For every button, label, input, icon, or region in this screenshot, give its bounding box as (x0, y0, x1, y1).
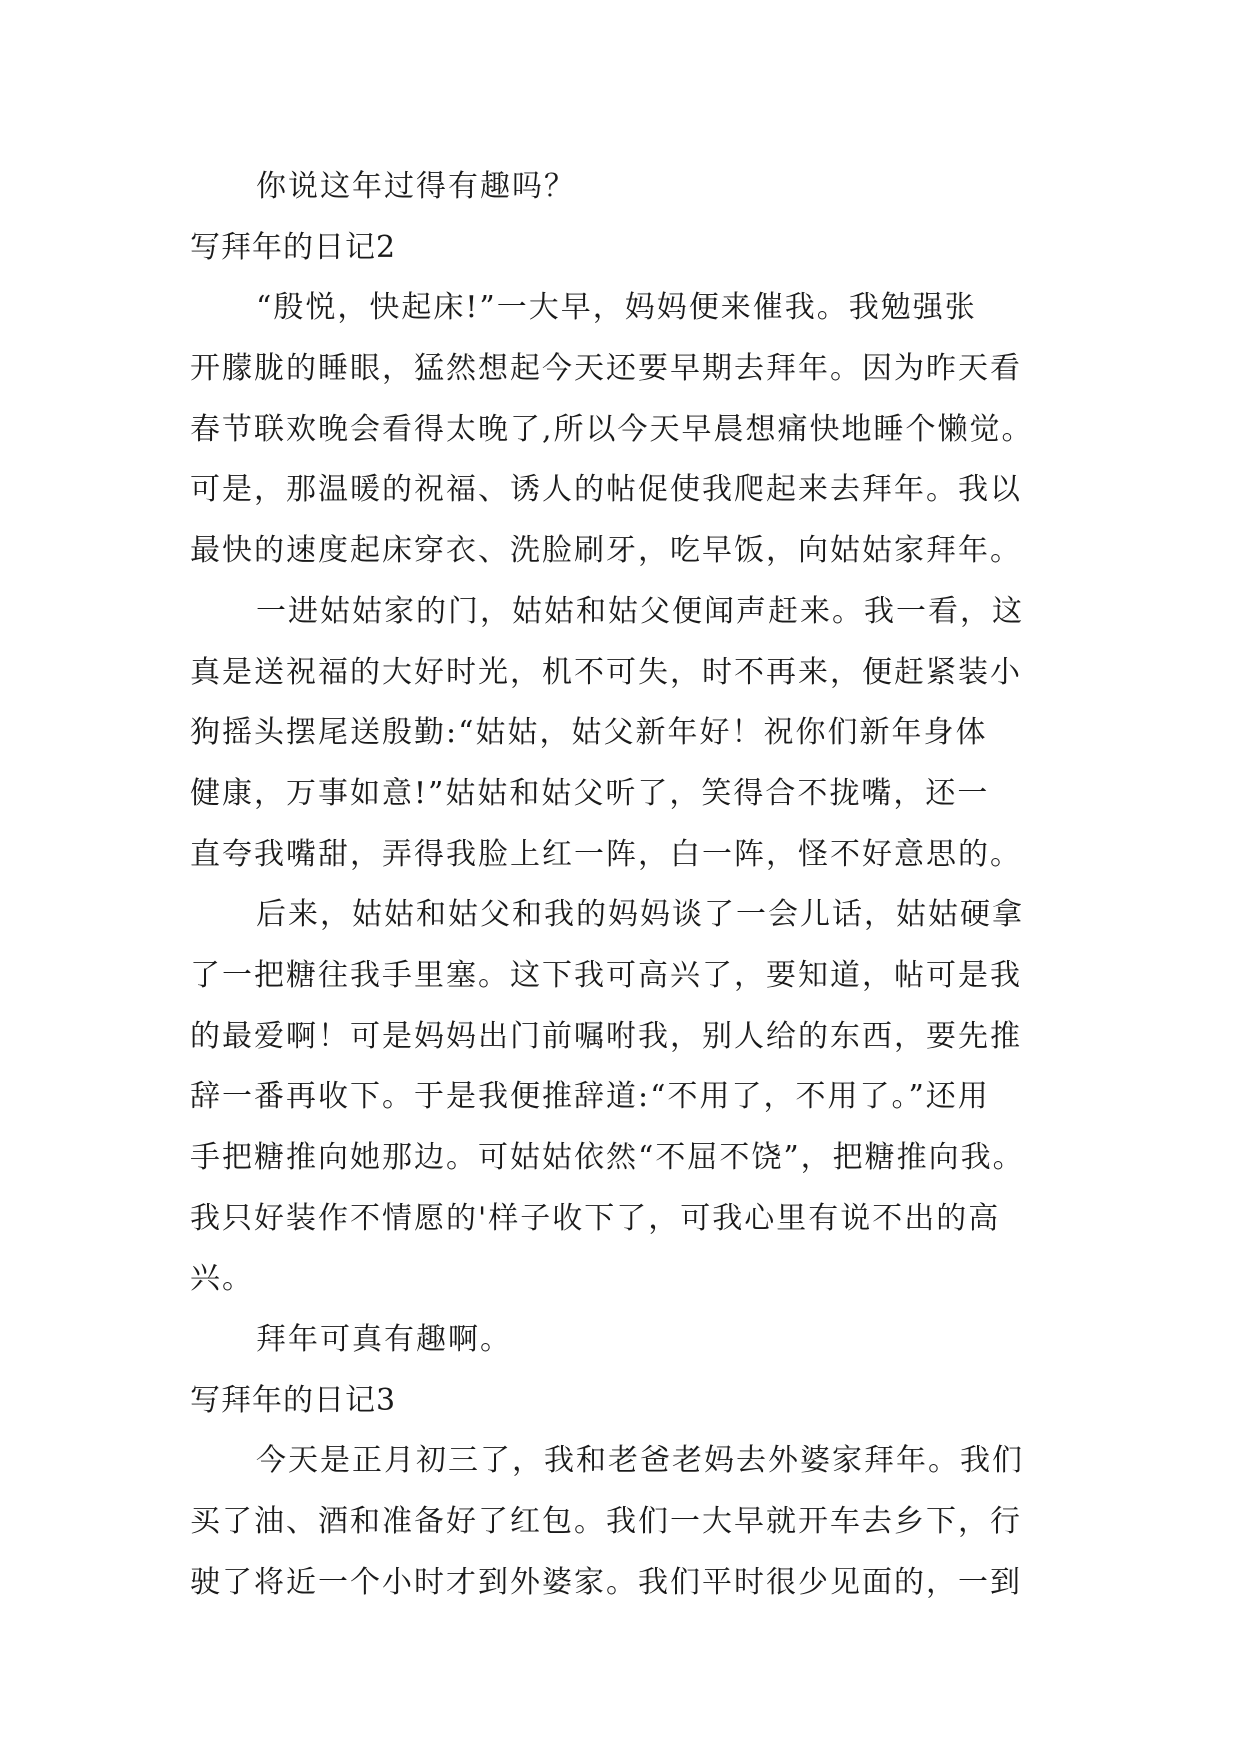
paragraph-line: 驶了将近一个小时才到外婆家。我们平时很少见面的，一到 (190, 1564, 1022, 1600)
paragraph-line: 真是送祝福的大好时光，机不可失，时不再来，便赶紧装小 (190, 654, 1022, 690)
paragraph-line: 的最爱啊！可是妈妈出门前嘱咐我，别人给的东西，要先推 (190, 1018, 1022, 1054)
paragraph-line: 今天是正月初三了，我和老爸老妈去外婆家拜年。我们 (256, 1443, 1024, 1479)
paragraph-line: “殷悦，快起床!”一大早，妈妈便来催我。我勉强张 (256, 290, 977, 326)
paragraph-line: 拜年可真有趣啊。 (256, 1322, 512, 1358)
section-heading: 写拜年的日记3 (190, 1382, 397, 1418)
paragraph-line: 后来，姑姑和姑父和我的妈妈谈了一会儿话，姑姑硬拿 (256, 897, 1024, 933)
paragraph-line: 可是，那温暖的祝福、诱人的帖促使我爬起来去拜年。我以 (190, 472, 1022, 508)
paragraph-line: 春节联欢晚会看得太晚了,所以今天早晨想痛快地睡个懒觉。 (190, 411, 1034, 447)
paragraph-line: 了一把糖往我手里塞。这下我可高兴了，要知道，帖可是我 (190, 957, 1022, 993)
paragraph-line: 辞一番再收下。于是我便推辞道:“不用了，不用了。”还用 (190, 1079, 990, 1115)
paragraph-line: 一进姑姑家的门，姑姑和姑父便闻声赶来。我一看，这 (256, 593, 1024, 629)
paragraph-line: 健康，万事如意!”姑姑和姑父听了，笑得合不拢嘴，还一 (190, 775, 990, 811)
document-body (190, 157, 1052, 1614)
paragraph-line: 我只好装作不情愿的'样子收下了，可我心里有说不出的高 (190, 1200, 1001, 1236)
paragraph-line: 买了油、酒和准备好了红包。我们一大早就开车去乡下，行 (190, 1504, 1022, 1540)
paragraph-line: 最快的速度起床穿衣、洗脸刷牙，吃早饭，向姑姑家拜年。 (190, 533, 1022, 569)
paragraph-line: 你说这年过得有趣吗？ (256, 169, 576, 204)
paragraph-line: 兴。 (190, 1261, 254, 1297)
paragraph-line: 狗摇头摆尾送殷勤:“姑姑，姑父新年好！祝你们新年身体 (190, 715, 988, 751)
paragraph-line: 开朦胧的睡眼，猛然想起今天还要早期去拜年。因为昨天看 (190, 351, 1022, 387)
paragraph-line: 手把糖推向她那边。可姑姑依然“不屈不饶”，把糖推向我。 (190, 1140, 1025, 1175)
section-heading: 写拜年的日记2 (190, 229, 397, 265)
paragraph-line: 直夸我嘴甜，弄得我脸上红一阵，白一阵，怪不好意思的。 (190, 836, 1022, 872)
